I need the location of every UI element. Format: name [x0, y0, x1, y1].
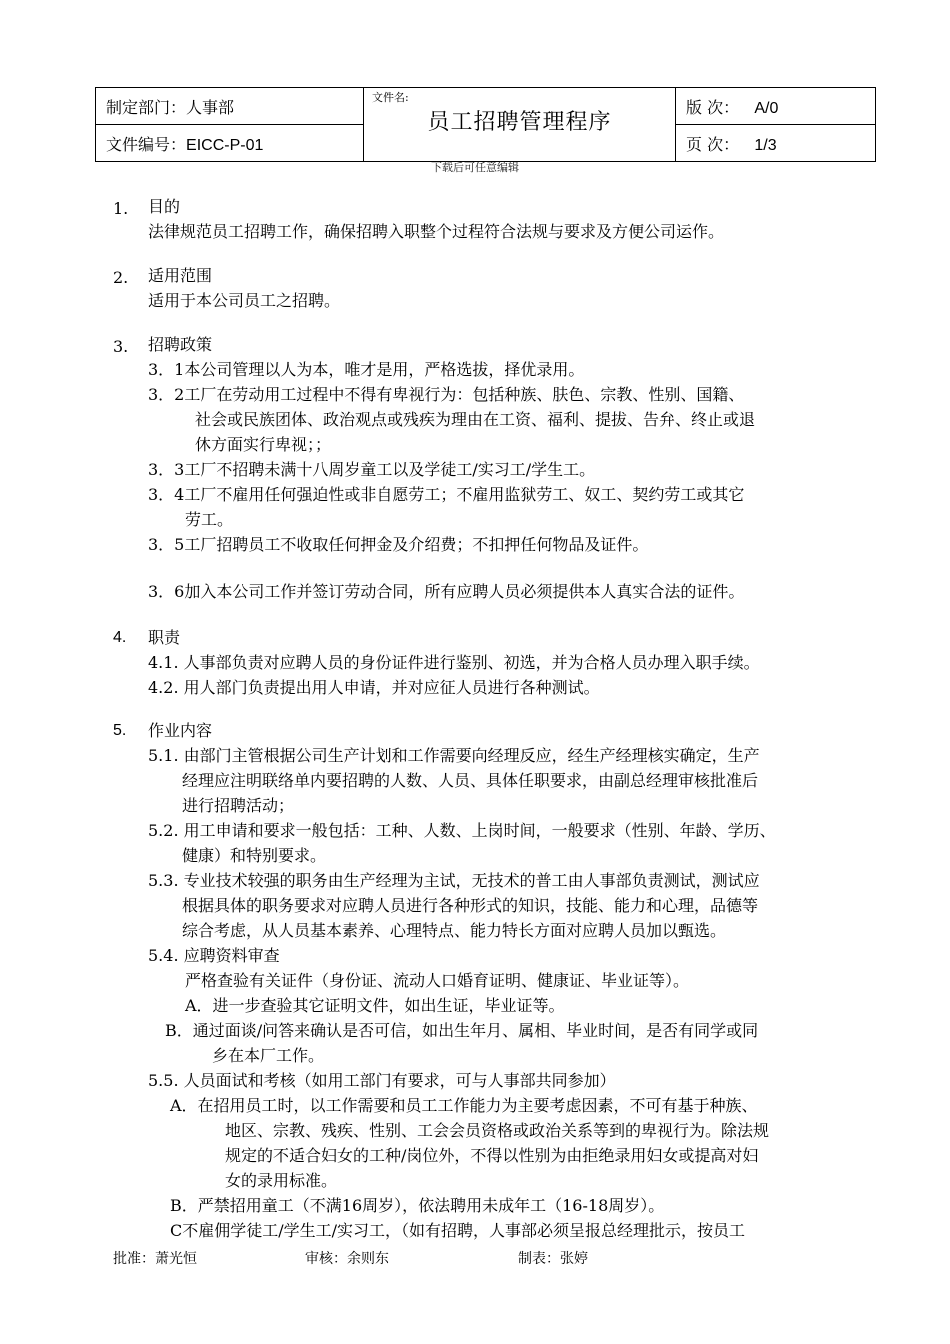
footer-prepared: 制表：张婷 — [518, 1251, 588, 1267]
section-4-title: 职责 — [148, 628, 181, 647]
section-4-number: 4. — [113, 629, 127, 646]
work-5-5-a-line-1: A．在招用员工时，以工作需要和员工工作能力为主要考虑因素，不可有基于种族、 — [170, 1096, 758, 1115]
section-3-title: 招聘政策 — [148, 335, 213, 354]
page-label: 页 次： — [686, 134, 740, 154]
work-5-4-b-line-2: 乡在本厂工作。 — [212, 1046, 325, 1065]
doc-no-label: 文件编号： — [106, 134, 187, 154]
work-5-4-b-line-1: B．通过面谈/问答来确认是否可信，如出生年月、属相、毕业时间，是否有同学或同 — [165, 1021, 759, 1040]
policy-3-1: 3．1本公司管理以人为本，唯才是用，严格选拔，择优录用。 — [148, 360, 585, 379]
work-5-1-line-1: 5.1. 由部门主管根据公司生产计划和工作需要向经理反应，经生产经理核实确定，生产 — [148, 746, 760, 765]
work-5-5-b: B．严禁招用童工（不满16周岁），依法聘用未成年工（16-18周岁）。 — [170, 1196, 665, 1215]
work-5-1-line-2: 经理应注明联络单内要招聘的人数、人员、具体任职要求，由副总经理审核批准后 — [182, 771, 759, 790]
doc-no-value: EICC-P-01 — [186, 136, 264, 154]
footer-approved: 批准：萧光恒 — [113, 1251, 197, 1267]
policy-3-6: 3．6加入本公司工作并签订劳动合同，所有应聘人员必须提供本人真实合法的证件。 — [148, 582, 745, 601]
work-5-5: 5.5. 人员面试和考核（如用工部门有要求，可与人事部共同参加） — [148, 1071, 616, 1090]
version-label: 版 次： — [686, 97, 740, 117]
work-5-5-a-line-4: 女的录用标准。 — [225, 1171, 338, 1190]
policy-3-4-line-2: 劳工。 — [185, 510, 234, 529]
dept-cell — [96, 88, 364, 125]
section-2-number: 2. — [113, 268, 129, 287]
page-cell — [676, 125, 876, 162]
policy-3-2-line-1: 3．2工厂在劳动用工过程中不得有卑视行为：包括种族、肤色、宗教、性别、国籍、 — [148, 385, 745, 404]
filename-label: 文件名: — [372, 91, 409, 104]
work-5-1-line-3: 进行招聘活动； — [182, 796, 295, 815]
work-5-3-line-2: 根据具体的职务要求对应聘人员进行各种形式的知识，技能、能力和心理，品德等 — [182, 896, 759, 915]
work-5-4-intro: 严格查验有关证件（身份证、流动人口婚育证明、健康证、毕业证等）。 — [185, 971, 690, 990]
duty-4-2: 4.2. 用人部门负责提出用人申请，并对应征人员进行各种测试。 — [148, 678, 600, 697]
work-5-2-line-2: 健康）和特别要求。 — [182, 846, 327, 865]
work-5-5-a-line-3: 规定的不适合妇女的工种/岗位外，不得以性别为由拒绝录用妇女或提高对妇 — [225, 1146, 759, 1165]
section-5-number: 5. — [113, 722, 127, 739]
document-title: 员工招聘管理程序 — [427, 110, 612, 135]
page-value: 1/3 — [754, 136, 777, 154]
work-5-3-line-1: 5.3. 专业技术较强的职务由生产经理为主试，无技术的普工由人事部负责测试，测试应 — [148, 871, 760, 890]
section-3-number: 3. — [113, 337, 129, 356]
policy-3-2-line-2: 社会或民族团体、政治观点或残疾为理由在工资、福利、提拔、告弁、终止或退 — [195, 410, 756, 429]
policy-3-3: 3．3工厂不招聘未满十八周岁童工以及学徒工/实习工/学生工。 — [148, 460, 596, 479]
work-5-5-c: C不雇佣学徒工/学生工/实习工，（如有招聘，人事部必须呈报总经理批示，按员工 — [170, 1221, 746, 1240]
filename-cell — [364, 88, 676, 162]
doc-no-cell — [96, 125, 364, 162]
section-2-title: 适用范围 — [148, 266, 213, 285]
policy-3-4-line-1: 3．4工厂不雇用任何强迫性或非自愿劳工；不雇用监狱劳工、奴工、契约劳工或其它 — [148, 485, 745, 504]
policy-3-5: 3．5工厂招聘员工不收取任何押金及介绍费；不扣押任何物品及证件。 — [148, 535, 649, 554]
work-5-3-line-3: 综合考虑，从人员基本素养、心理特点、能力特长方面对应聘人员加以甄选。 — [182, 921, 727, 940]
policy-3-2-line-3: 休方面实行卑视；； — [195, 435, 332, 454]
section-1-title: 目的 — [148, 197, 181, 216]
work-5-5-a-line-2: 地区、宗教、残疾、性别、工会会员资格或政治关系等到的卑视行为。除法规 — [225, 1121, 770, 1140]
footer-reviewed: 审核：余则东 — [305, 1251, 389, 1267]
work-5-4-a: A．进一步查验其它证明文件，如出生证，毕业证等。 — [185, 996, 565, 1015]
section-5-title: 作业内容 — [148, 721, 213, 740]
document-header-table — [95, 87, 876, 162]
section-1-body: 法律规范员工招聘工作，确保招聘入职整个过程符合法规与要求及方便公司运作。 — [148, 222, 725, 241]
section-1-number: 1. — [113, 199, 129, 218]
version-value: A/0 — [754, 99, 779, 117]
version-cell — [676, 88, 876, 125]
work-5-4: 5.4. 应聘资料审查 — [148, 946, 280, 965]
section-2-body: 适用于本公司员工之招聘。 — [148, 291, 341, 310]
duty-4-1: 4.1. 人事部负责对应聘人员的身份证件进行鉴别、初选，并为合格人员办理入职手续。 — [148, 653, 760, 672]
download-note: 下载后可任意编辑 — [431, 161, 519, 174]
dept-text: 制定部门：人事部 — [106, 97, 235, 117]
work-5-2-line-1: 5.2. 用工申请和要求一般包括：工种、人数、上岗时间，一般要求（性别、年龄、学历、 — [148, 821, 776, 840]
